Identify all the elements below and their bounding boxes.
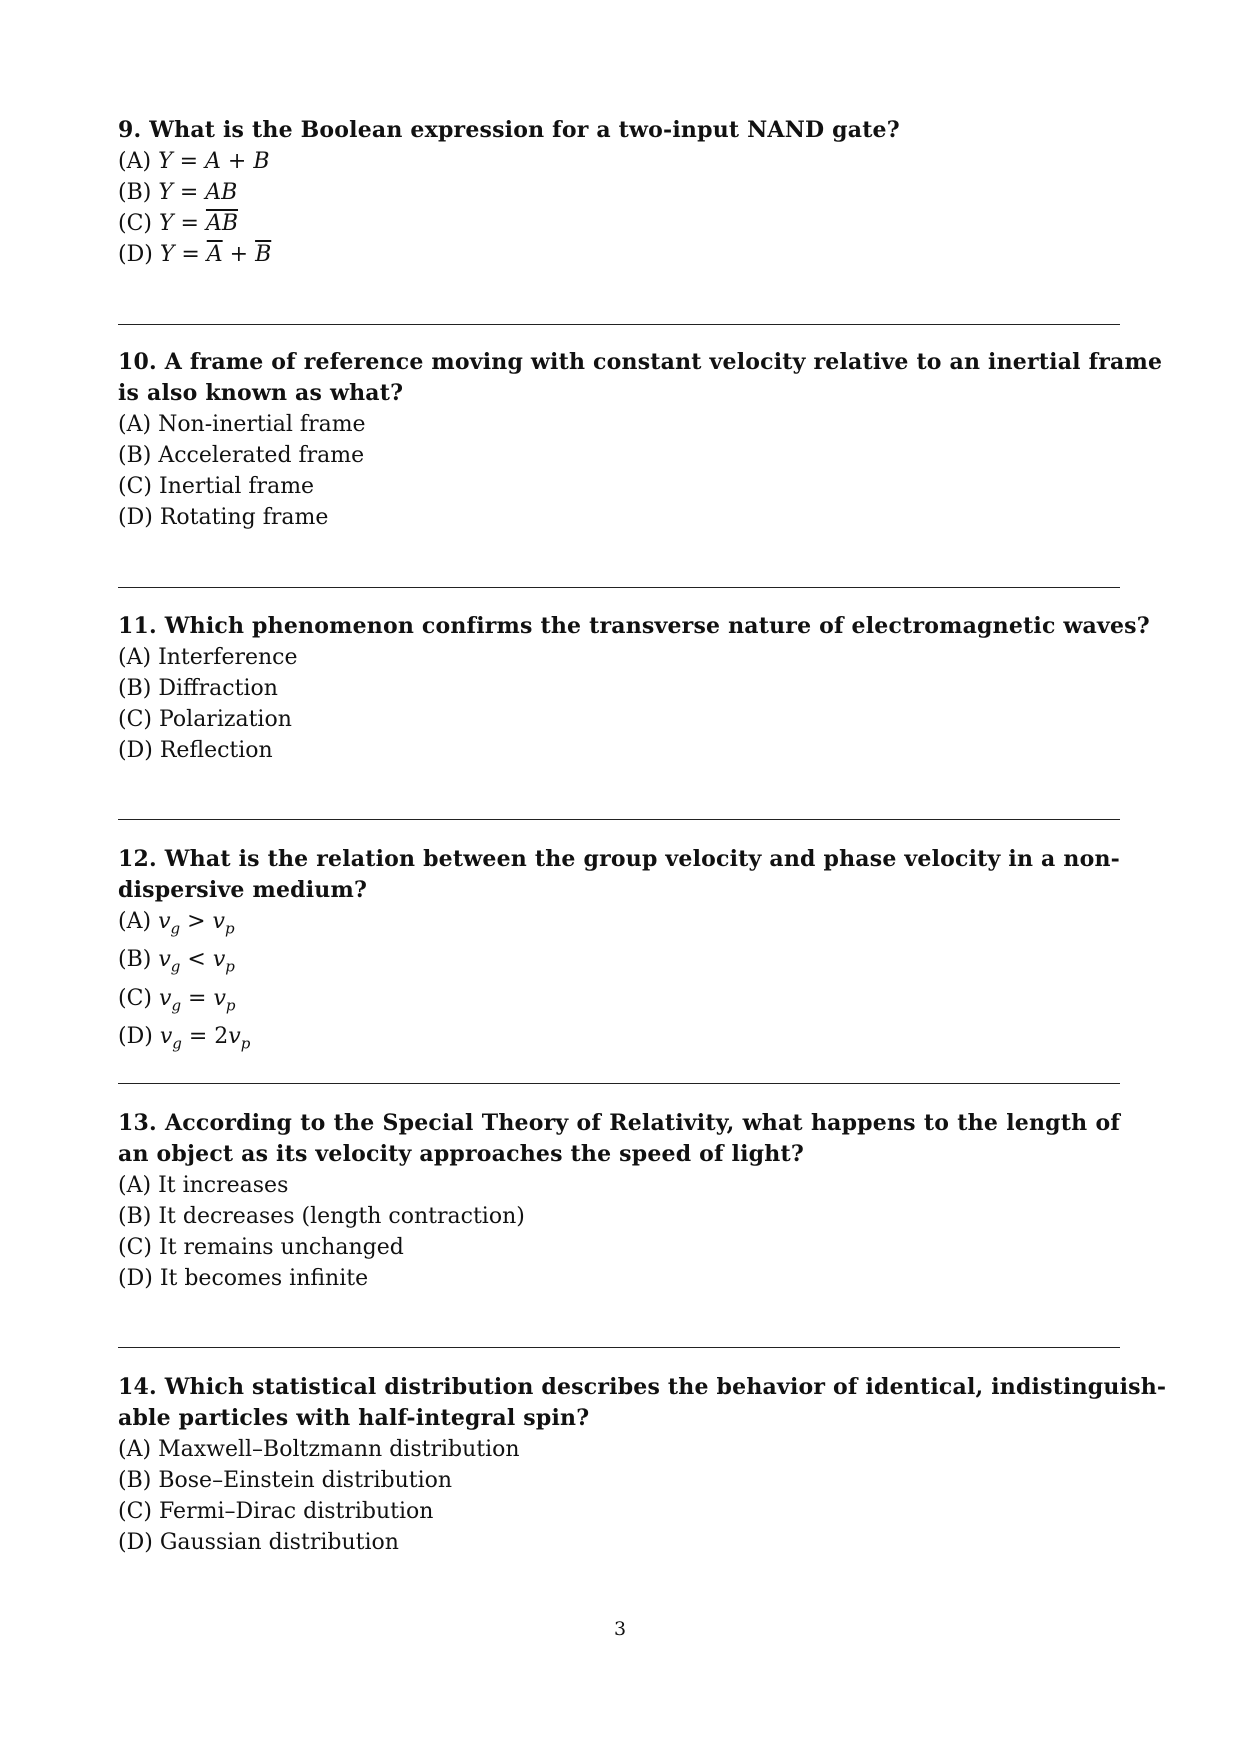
option-a (118, 409, 1120, 440)
option-c (118, 1496, 1120, 1527)
question-title: 11. Which phenomenon confirms the transverse nature of electromagnetic waves? (118, 613, 1150, 639)
option-label: (D) (118, 505, 153, 530)
math: v (158, 909, 171, 934)
option-text: Rotating frame (159, 505, 329, 530)
option-text: Diffraction (158, 676, 278, 701)
math: Y (158, 180, 173, 205)
option-d (118, 735, 1120, 766)
math: v (212, 947, 226, 973)
option-d (118, 1021, 1120, 1059)
math: > (180, 909, 213, 934)
question-14 (118, 1372, 1167, 1558)
question-title: is also known as what? (118, 380, 404, 406)
math: v (158, 947, 171, 973)
math: v (159, 1024, 173, 1050)
math: = (174, 242, 207, 267)
option-a (118, 642, 1120, 673)
math: v (213, 985, 226, 1011)
math: + (220, 149, 254, 174)
option-b (118, 673, 1120, 704)
option-label: (C) (118, 1499, 152, 1524)
option-d (118, 1527, 1120, 1558)
question-13 (118, 1108, 1120, 1294)
divider (118, 1083, 1120, 1084)
option-text: Fermi–Dirac distribution (159, 1499, 434, 1524)
math: A (205, 149, 221, 174)
math-sub: g (171, 996, 182, 1015)
question-10 (118, 347, 1163, 533)
math: = (173, 211, 206, 236)
option-text: Reflection (159, 738, 273, 763)
option-b (118, 440, 1120, 471)
math: v (228, 1024, 241, 1050)
option-label: (A) (118, 1173, 152, 1198)
math: < (180, 947, 213, 973)
math: Y (159, 211, 174, 236)
divider (118, 1347, 1120, 1348)
math: = (172, 149, 206, 174)
question-title: dispersive medium? (118, 877, 368, 903)
option-label: (A) (118, 412, 152, 437)
option-label: (A) (118, 909, 152, 934)
option-c (118, 1232, 1120, 1263)
option-d (118, 239, 1120, 270)
option-label: (A) (118, 1437, 152, 1462)
option-text: It remains unchanged (159, 1235, 404, 1260)
option-text: Non-inertial frame (158, 412, 366, 437)
option-b (118, 1201, 1120, 1232)
option-text: Accelerated frame (158, 443, 365, 468)
option-label: (D) (118, 738, 153, 763)
math: AB (205, 180, 238, 205)
option-text: Bose–Einstein distribution (158, 1468, 453, 1493)
option-label: (C) (118, 1235, 152, 1260)
option-label: (D) (118, 1024, 153, 1050)
option-label: (B) (118, 947, 152, 973)
option-label: (D) (118, 1266, 153, 1291)
math-sub: g (172, 1034, 182, 1053)
math: = (181, 1024, 215, 1050)
option-a (118, 906, 1120, 944)
question-title: able particles with half-integral spin? (118, 1405, 590, 1431)
math: v (159, 985, 172, 1011)
option-label: (C) (118, 211, 152, 236)
math-overline: $\overline{AB}$ (205, 211, 239, 236)
divider (118, 587, 1120, 588)
math-overline: $\overline{A}$ (206, 242, 223, 267)
option-label: (A) (118, 645, 152, 670)
divider (118, 324, 1120, 325)
option-text: Interference (158, 645, 298, 670)
question-11 (118, 611, 1150, 766)
math-overline: $\overline{B}$ (255, 242, 272, 267)
math-sub: p (224, 919, 235, 938)
math-sub: g (170, 957, 181, 976)
math: 2 (214, 1024, 229, 1050)
option-c (118, 208, 1120, 239)
math-sub: p (225, 957, 235, 976)
option-label: (C) (118, 474, 152, 499)
option-label: (C) (118, 707, 152, 732)
option-c (118, 704, 1120, 735)
option-label: (D) (118, 242, 153, 267)
math: + (222, 242, 256, 267)
question-title: 9. What is the Boolean expression for a two-input NAND gate? (118, 117, 900, 143)
math: B (253, 149, 270, 174)
question-title: an object as its velocity approaches the speed of light? (118, 1141, 804, 1167)
option-text: It decreases (length contraction) (158, 1204, 525, 1229)
question-title: 10. A frame of reference moving with constant velocity relative to an inertial frame (118, 349, 1163, 375)
option-label: (B) (118, 676, 152, 701)
option-a (118, 1434, 1120, 1465)
math: Y (159, 242, 175, 267)
option-label: (B) (118, 1204, 152, 1229)
option-b (118, 944, 1120, 982)
option-text: It increases (158, 1173, 289, 1198)
math: = (181, 985, 214, 1011)
option-text: Inertial frame (159, 474, 315, 499)
option-b (118, 1465, 1120, 1496)
option-text: Gaussian distribution (159, 1530, 399, 1555)
option-label: (B) (118, 443, 152, 468)
option-c (118, 471, 1120, 502)
question-9 (118, 115, 1120, 270)
option-c (118, 983, 1120, 1021)
option-text: Polarization (159, 707, 292, 732)
option-b (118, 177, 1120, 208)
question-title: 13. According to the Special Theory of Relativity, what happens to the length of (118, 1110, 1120, 1136)
question-title: 12. What is the relation between the group velocity and phase velocity in a non- (118, 846, 1120, 872)
math: = (172, 180, 206, 205)
option-label: (D) (118, 1530, 153, 1555)
option-d (118, 1263, 1120, 1294)
option-text: It becomes infinite (159, 1266, 369, 1291)
question-12 (118, 844, 1120, 1060)
divider (118, 819, 1120, 820)
question-title: 14. Which statistical distribution describes the behavior of identical, indistinguish- (118, 1374, 1167, 1400)
math-sub: p (240, 1034, 251, 1053)
option-text: Maxwell–Boltzmann distribution (158, 1437, 520, 1462)
option-label: (B) (118, 1468, 152, 1493)
option-a (118, 146, 1120, 177)
math: Y (158, 149, 173, 174)
option-a (118, 1170, 1120, 1201)
option-label: (A) (118, 149, 152, 174)
option-label: (C) (118, 985, 152, 1011)
option-d (118, 502, 1120, 533)
math: v (212, 909, 225, 934)
math-sub: p (225, 996, 236, 1015)
page-number: 3 (613, 1618, 627, 1640)
math-sub: g (170, 919, 181, 938)
option-label: (B) (118, 180, 152, 205)
